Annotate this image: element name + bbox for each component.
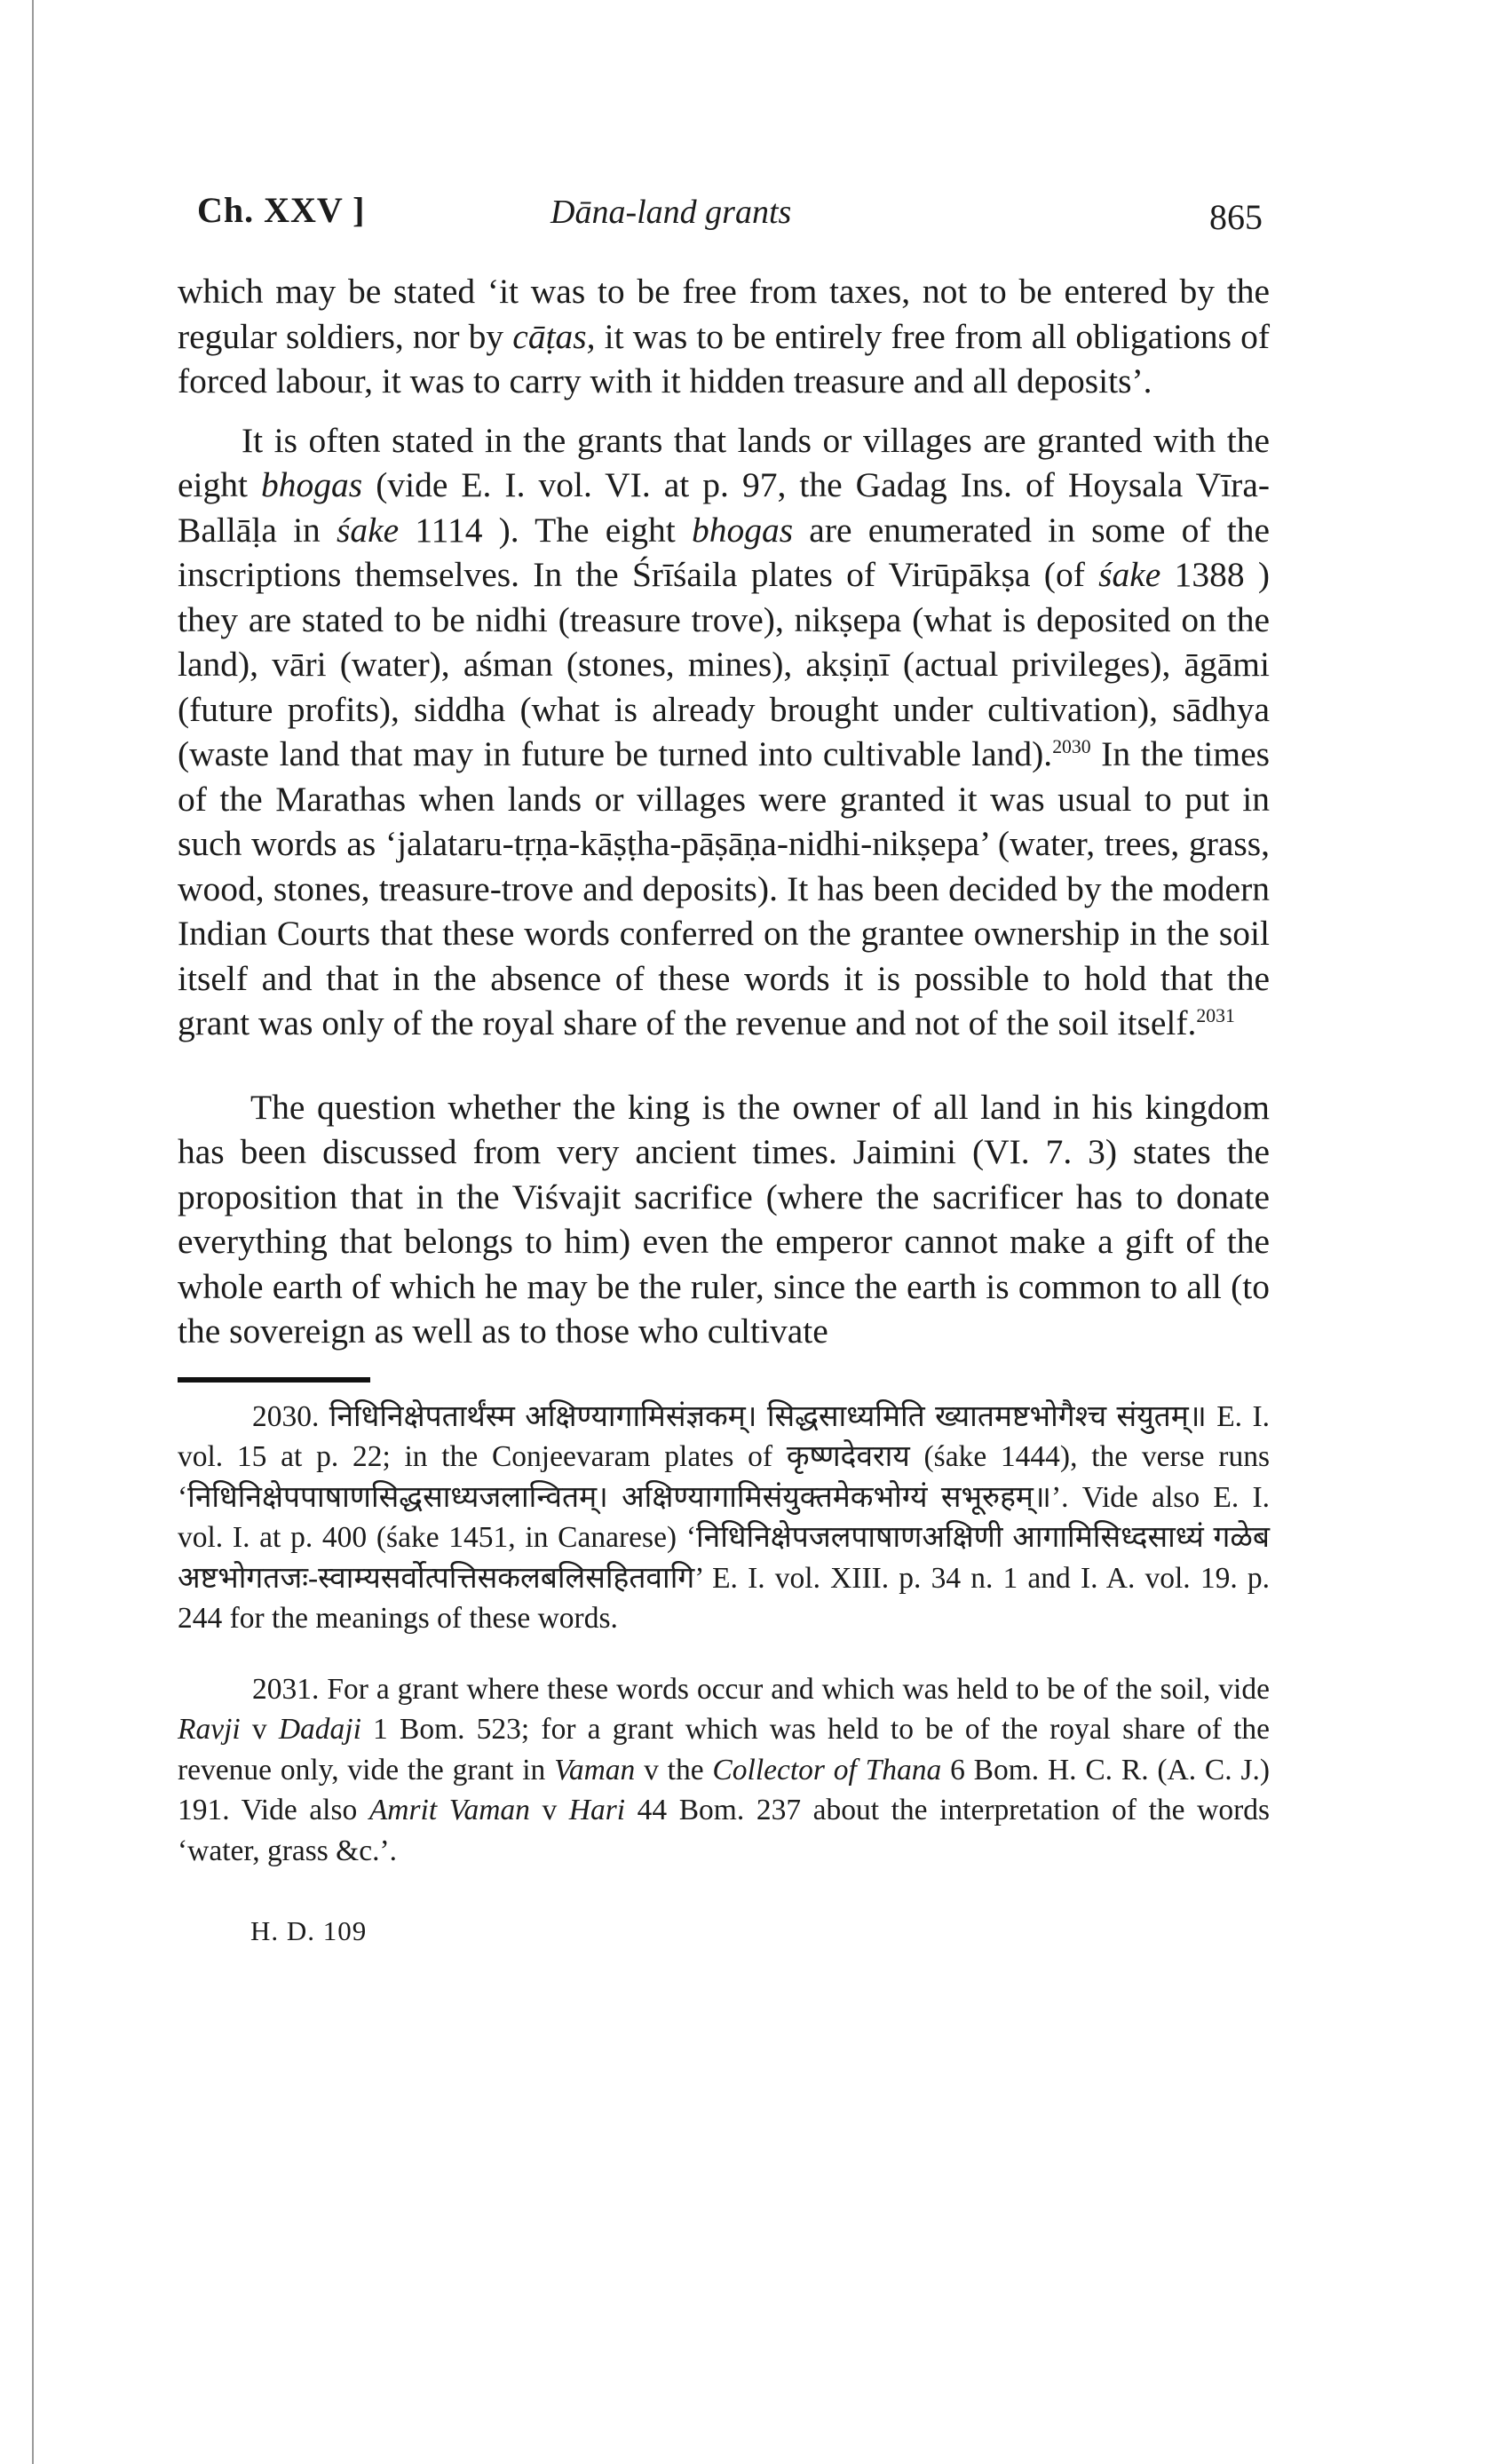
scan-margin-line xyxy=(32,0,34,2464)
footnote-ref-2030[interactable]: 2030 xyxy=(1052,735,1091,757)
footnote-2030: 2030. निधिनिक्षेपतार्थंस्म अक्षिण्यागामिसंज्ञकम्। सिद्धसाध्यमिति ख्यातमष्टभोगैश्च संयुतम्॥ E. I. vol. 15 at p. 22; in the Conjeevaram plates of कृष्णदेवराय (śake 1444), the verse runs ‘निधिनिक्षेपपाषाणसिद्धसाध्यजलान्वितम्। अक्षिण्यागामिसंयुक्तमेकभोग्यं सभूरुहम्॥’. Vide also E. I. vol. I. at p. 400 (śake 1451, in Canarese) ‘निधिनिक्षेपजलपाषाणअक्षिणी आगामिसिध्दसाध्यं गळेब अष्टभोगतजः-स्वाम्यसर्वोत्पत्तिसकलबलिसहितवागि’ E. I. vol. XIII. p. 34 n. 1 and I. A. vol. 19. p. 244 for the meanings of these words. xyxy=(178,1399,1270,1635)
footnote-divider xyxy=(178,1377,370,1383)
paragraph: It is often stated in the grants that lands or villages are granted with the eight bhogas (vide E. I. vol. VI. at p. 97, the Gadag Ins. of Hoysala Vīra-Ballāḷa in śake 1114 ). The eight bhogas are enumerated in some of the inscriptions themselves. In the Śrīśaila plates of Virūpākṣa (of śake 1388 ) they are stated to be nidhi (treasure trove), nikṣepa (what is deposited on the land), vāri (water), aśman (stones, mines), akṣiṇī (actual privileges), āgāmi (future profits), siddha (what is already brought under cultivation), sādhya (waste land that may in future be turned into cultivable land).$^{2030}$ In the times of the Marathas when lands or villages were granted it was usual to put in such words as ‘jalataru-tṛṇa-kāṣṭha-pāṣāṇa-nidhi-nikṣepa’ (water, trees, grass, wood, stones, treasure-trove and deposits). It has been decided by the modern Indian Courts that these words conferred on the grantee ownership in the soil itself and that in the absence of these words it is possible to hold that the grant was only of the royal share of the revenue and not of the soil itself.$^{2031}$ xyxy=(178,420,1271,1042)
footnote-ref-2031[interactable]: 2031 xyxy=(1196,1004,1235,1026)
footnote-number: 2030. xyxy=(252,1399,320,1433)
footnote-2031: 2031. For a grant where these words occur and which was held to be of the soil, vide Ravji v Dadaji 1 Bom. 523; for a grant which was held to be of the royal share of the revenue only, vide the grant in Vaman v the Collector of Thana 6 Bom. H. C. R. (A. C. J.) 191. Vide also Amrit Vaman v Hari 44 Bom. 237 about the interpretation of the words ‘water, grass &c.’. xyxy=(178,1672,1271,1867)
main-text xyxy=(178,269,1270,1354)
paragraph: The question whether the king is the owner of all land in his kingdom has been discussed from very ancient times. Jaimini (VI. 7. 3) states the proposition that in the Viśvajit sacrifice (where the sacrificer has to donate everything that belongs to him) even the emperor cannot make a gift of the whole earth of which he may be the ruler, since the earth is common to all (to the sovereign as well as to those who cultivate xyxy=(178,1087,1270,1351)
running-header xyxy=(178,173,1270,244)
paragraph: which may be stated ‘it was to be free from taxes, not to be entered by the regular soldiers, nor by cāṭas, it was to be entirely free from all obligations of forced labour, it was to carry with it hidden treasure and all deposits’. xyxy=(178,272,1270,400)
signature-mark: H. D. 109 xyxy=(250,1915,368,1946)
page-title: Dāna-land grants xyxy=(550,194,792,231)
footnotes xyxy=(178,1397,1270,1872)
chapter-label: Ch. XXV ] xyxy=(197,190,366,230)
page-number: 865 xyxy=(1209,197,1263,237)
footnote-number: 2031. xyxy=(252,1672,320,1706)
page xyxy=(178,173,1270,1947)
